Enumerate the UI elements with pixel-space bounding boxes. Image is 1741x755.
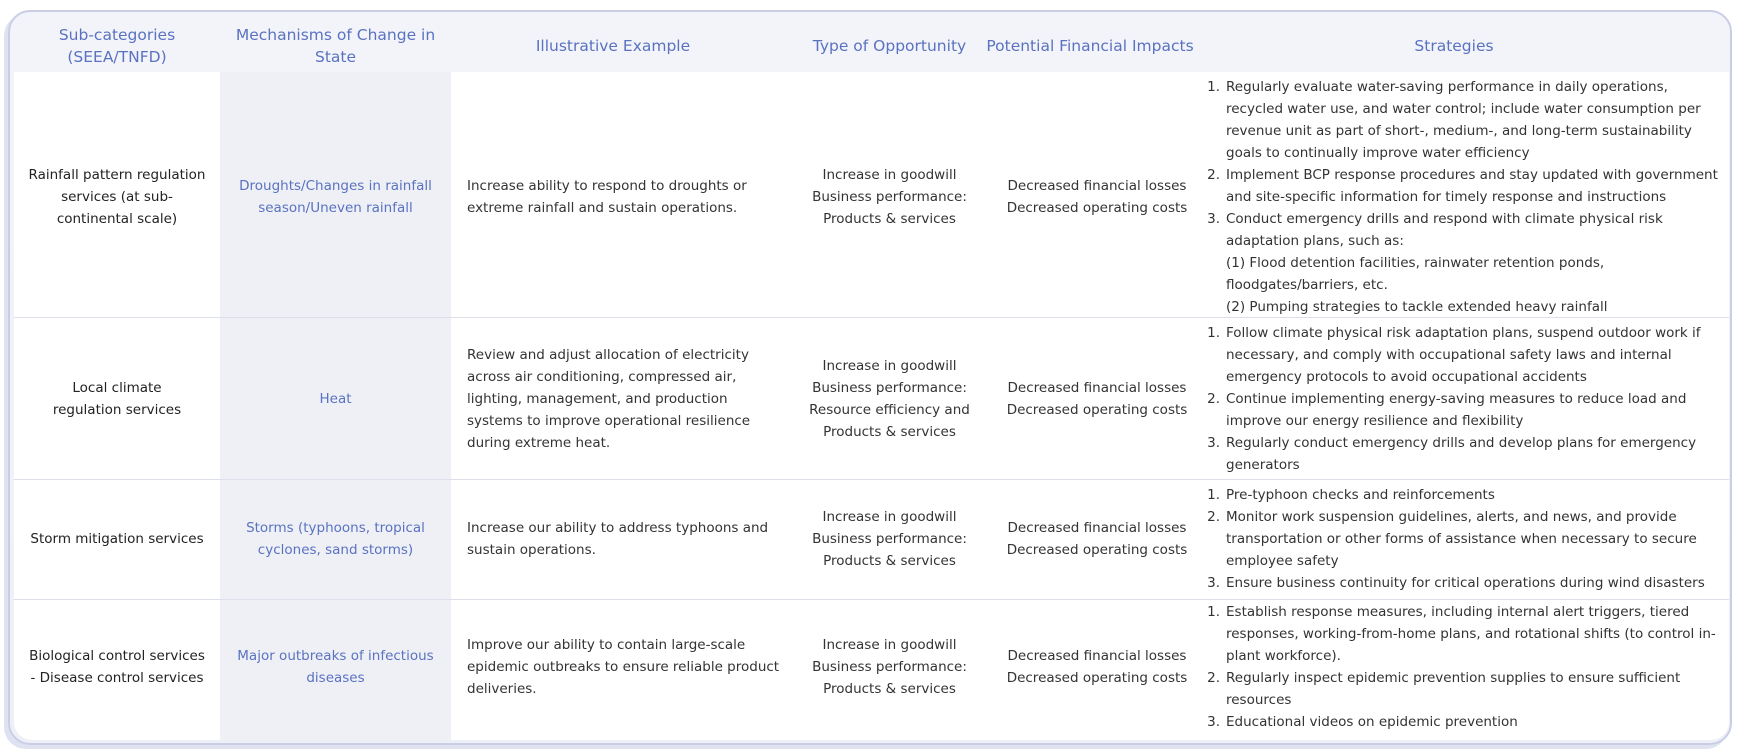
strategy-item: Ensure business continuity for critical operations during wind disasters (1226, 575, 1705, 591)
financial-impact-line: Decreased financial losses (1007, 379, 1187, 396)
strategy-item: Pre-typhoon checks and reinforcements (1226, 487, 1495, 503)
opportunity-type-line: Products & services (823, 553, 956, 569)
financial-impacts-cell (992, 78, 1202, 316)
opportunity-type-line: Products & services (823, 211, 956, 227)
strategy-subitem: (1) Flood detention facilities, rainwater retention ponds, floodgates/barriers, etc. (1226, 255, 1605, 293)
financial-impact-line: Decreased financial losses (1007, 178, 1187, 194)
strategies-list (1202, 76, 1726, 318)
subcategory-cell: Local climate regulation services (52, 379, 182, 418)
strategies-cell (1202, 480, 1726, 598)
strategy-subitem: (2) Pumping strategies to tackle extended heavy rainfall (1226, 299, 1608, 315)
strategies-cell (1202, 600, 1726, 734)
header-type-of-opportunity: Type of Opportunity (812, 37, 967, 55)
financial-impact-line: Decreased operating costs (1006, 542, 1188, 558)
example-cell: Review and adjust allocation of electricity across air conditioning, compressed air, lighting, management, and production systems to improve operational resilience during extreme heat. (467, 346, 751, 451)
financial-impact-line: Decreased financial losses (1007, 648, 1187, 664)
mechanism-cell: Heat (319, 390, 352, 407)
header-potential-financial-impacts: Potential Financial Impacts (986, 37, 1194, 55)
example-cell: Improve our ability to contain large-scale epidemic outbreaks to ensure reliable product deliveries. (467, 637, 780, 697)
strategy-item: Regularly inspect epidemic prevention supplies to ensure sufficient resources (1226, 670, 1681, 708)
strategies-list (1202, 322, 1726, 476)
header-subcategories: Sub-categories (SEEA/TNFD) (58, 26, 176, 66)
opportunity-type-line: Increase in goodwill (822, 509, 957, 525)
header-mechanisms: Mechanisms of Change in State (235, 26, 436, 66)
opportunity-type-line: Increase in goodwill (822, 357, 957, 374)
table-row (14, 318, 1729, 479)
opportunity-type-cell (787, 78, 992, 316)
strategy-item: Monitor work suspension guidelines, alerts, and news, and provide transportation or other forms of assistance when necessary to secure employee safety (1226, 509, 1697, 569)
financial-impact-line: Decreased financial losses (1007, 520, 1187, 536)
mechanism-cell: Storms (typhoons, tropical cyclones, sand storms) (246, 520, 425, 558)
opportunity-type-line: Business performance: (812, 189, 967, 205)
opportunity-type-line: Business performance: (812, 379, 967, 396)
strategies-list (1202, 601, 1726, 733)
strategy-item: Regularly evaluate water-saving performance in daily operations, recycled water use, and water control; include water consumption per revenue unit as part of short-, medium-, and long-term sustainability goals to continually improve water efficiency (1226, 79, 1701, 161)
opportunity-type-line: Products & services (823, 423, 956, 440)
financial-impacts-cell (992, 480, 1202, 598)
opportunity-type-line: Increase in goodwill (822, 637, 957, 653)
example-cell: Increase our ability to address typhoons and sustain operations. (467, 520, 769, 558)
table-row (14, 78, 1729, 316)
strategy-item: Educational videos on epidemic prevention (1226, 714, 1518, 730)
financial-impacts-cell (992, 318, 1202, 479)
opportunity-type-line: Increase in goodwill (822, 167, 957, 183)
subcategory-cell: Biological control services - Disease control services (29, 648, 205, 686)
table-row (14, 600, 1729, 734)
strategies-list (1202, 484, 1726, 594)
opportunity-type-line: Resource efficiency and (809, 401, 970, 418)
strategy-item (1226, 208, 1726, 318)
subcategory-cell: Rainfall pattern regulation services (at sub-continental scale) (28, 167, 206, 227)
strategy-item: Continue implementing energy-saving measures to reduce load and improve our energy resilience and flexibility (1226, 390, 1687, 429)
strategy-item: Implement BCP response procedures and stay updated with government and site-specific information for timely response and instructions (1226, 167, 1718, 205)
strategies-cell (1202, 318, 1726, 479)
strategy-item-text: Conduct emergency drills and respond with climate physical risk adaptation plans, such as: (1226, 211, 1663, 249)
opportunity-type-cell (787, 480, 992, 598)
financial-impact-line: Decreased operating costs (1006, 200, 1188, 216)
strategies-cell (1202, 78, 1726, 316)
mechanism-cell: Droughts/Changes in rainfall season/Uneven rainfall (239, 178, 432, 216)
strategy-item: Regularly conduct emergency drills and develop plans for emergency generators (1226, 434, 1697, 473)
financial-impacts-cell (992, 600, 1202, 734)
financial-impact-line: Decreased operating costs (1006, 401, 1188, 418)
financial-impact-line: Decreased operating costs (1006, 670, 1188, 686)
opportunity-type-cell (787, 600, 992, 734)
mechanism-cell: Major outbreaks of infectious diseases (237, 648, 434, 686)
strategy-item: Establish response measures, including internal alert triggers, tiered responses, working-from-home plans, and rotational shifts (to control in-plant workforce). (1226, 604, 1716, 664)
table-row (14, 480, 1729, 598)
subcategory-cell: Storm mitigation services (30, 531, 204, 547)
opportunity-type-cell (787, 318, 992, 479)
opportunity-type-line: Business performance: (812, 659, 967, 675)
opportunity-type-line: Business performance: (812, 531, 967, 547)
strategy-item: Follow climate physical risk adaptation plans, suspend outdoor work if necessary, and comply with occupational safety laws and internal emergency protocols to avoid occupational accidents (1226, 324, 1701, 385)
header-illustrative-example: Illustrative Example (535, 37, 691, 55)
opportunity-type-line: Products & services (823, 681, 956, 697)
example-cell: Increase ability to respond to droughts or extreme rainfall and sustain operations. (467, 178, 747, 216)
header-strategies: Strategies (1414, 37, 1494, 55)
